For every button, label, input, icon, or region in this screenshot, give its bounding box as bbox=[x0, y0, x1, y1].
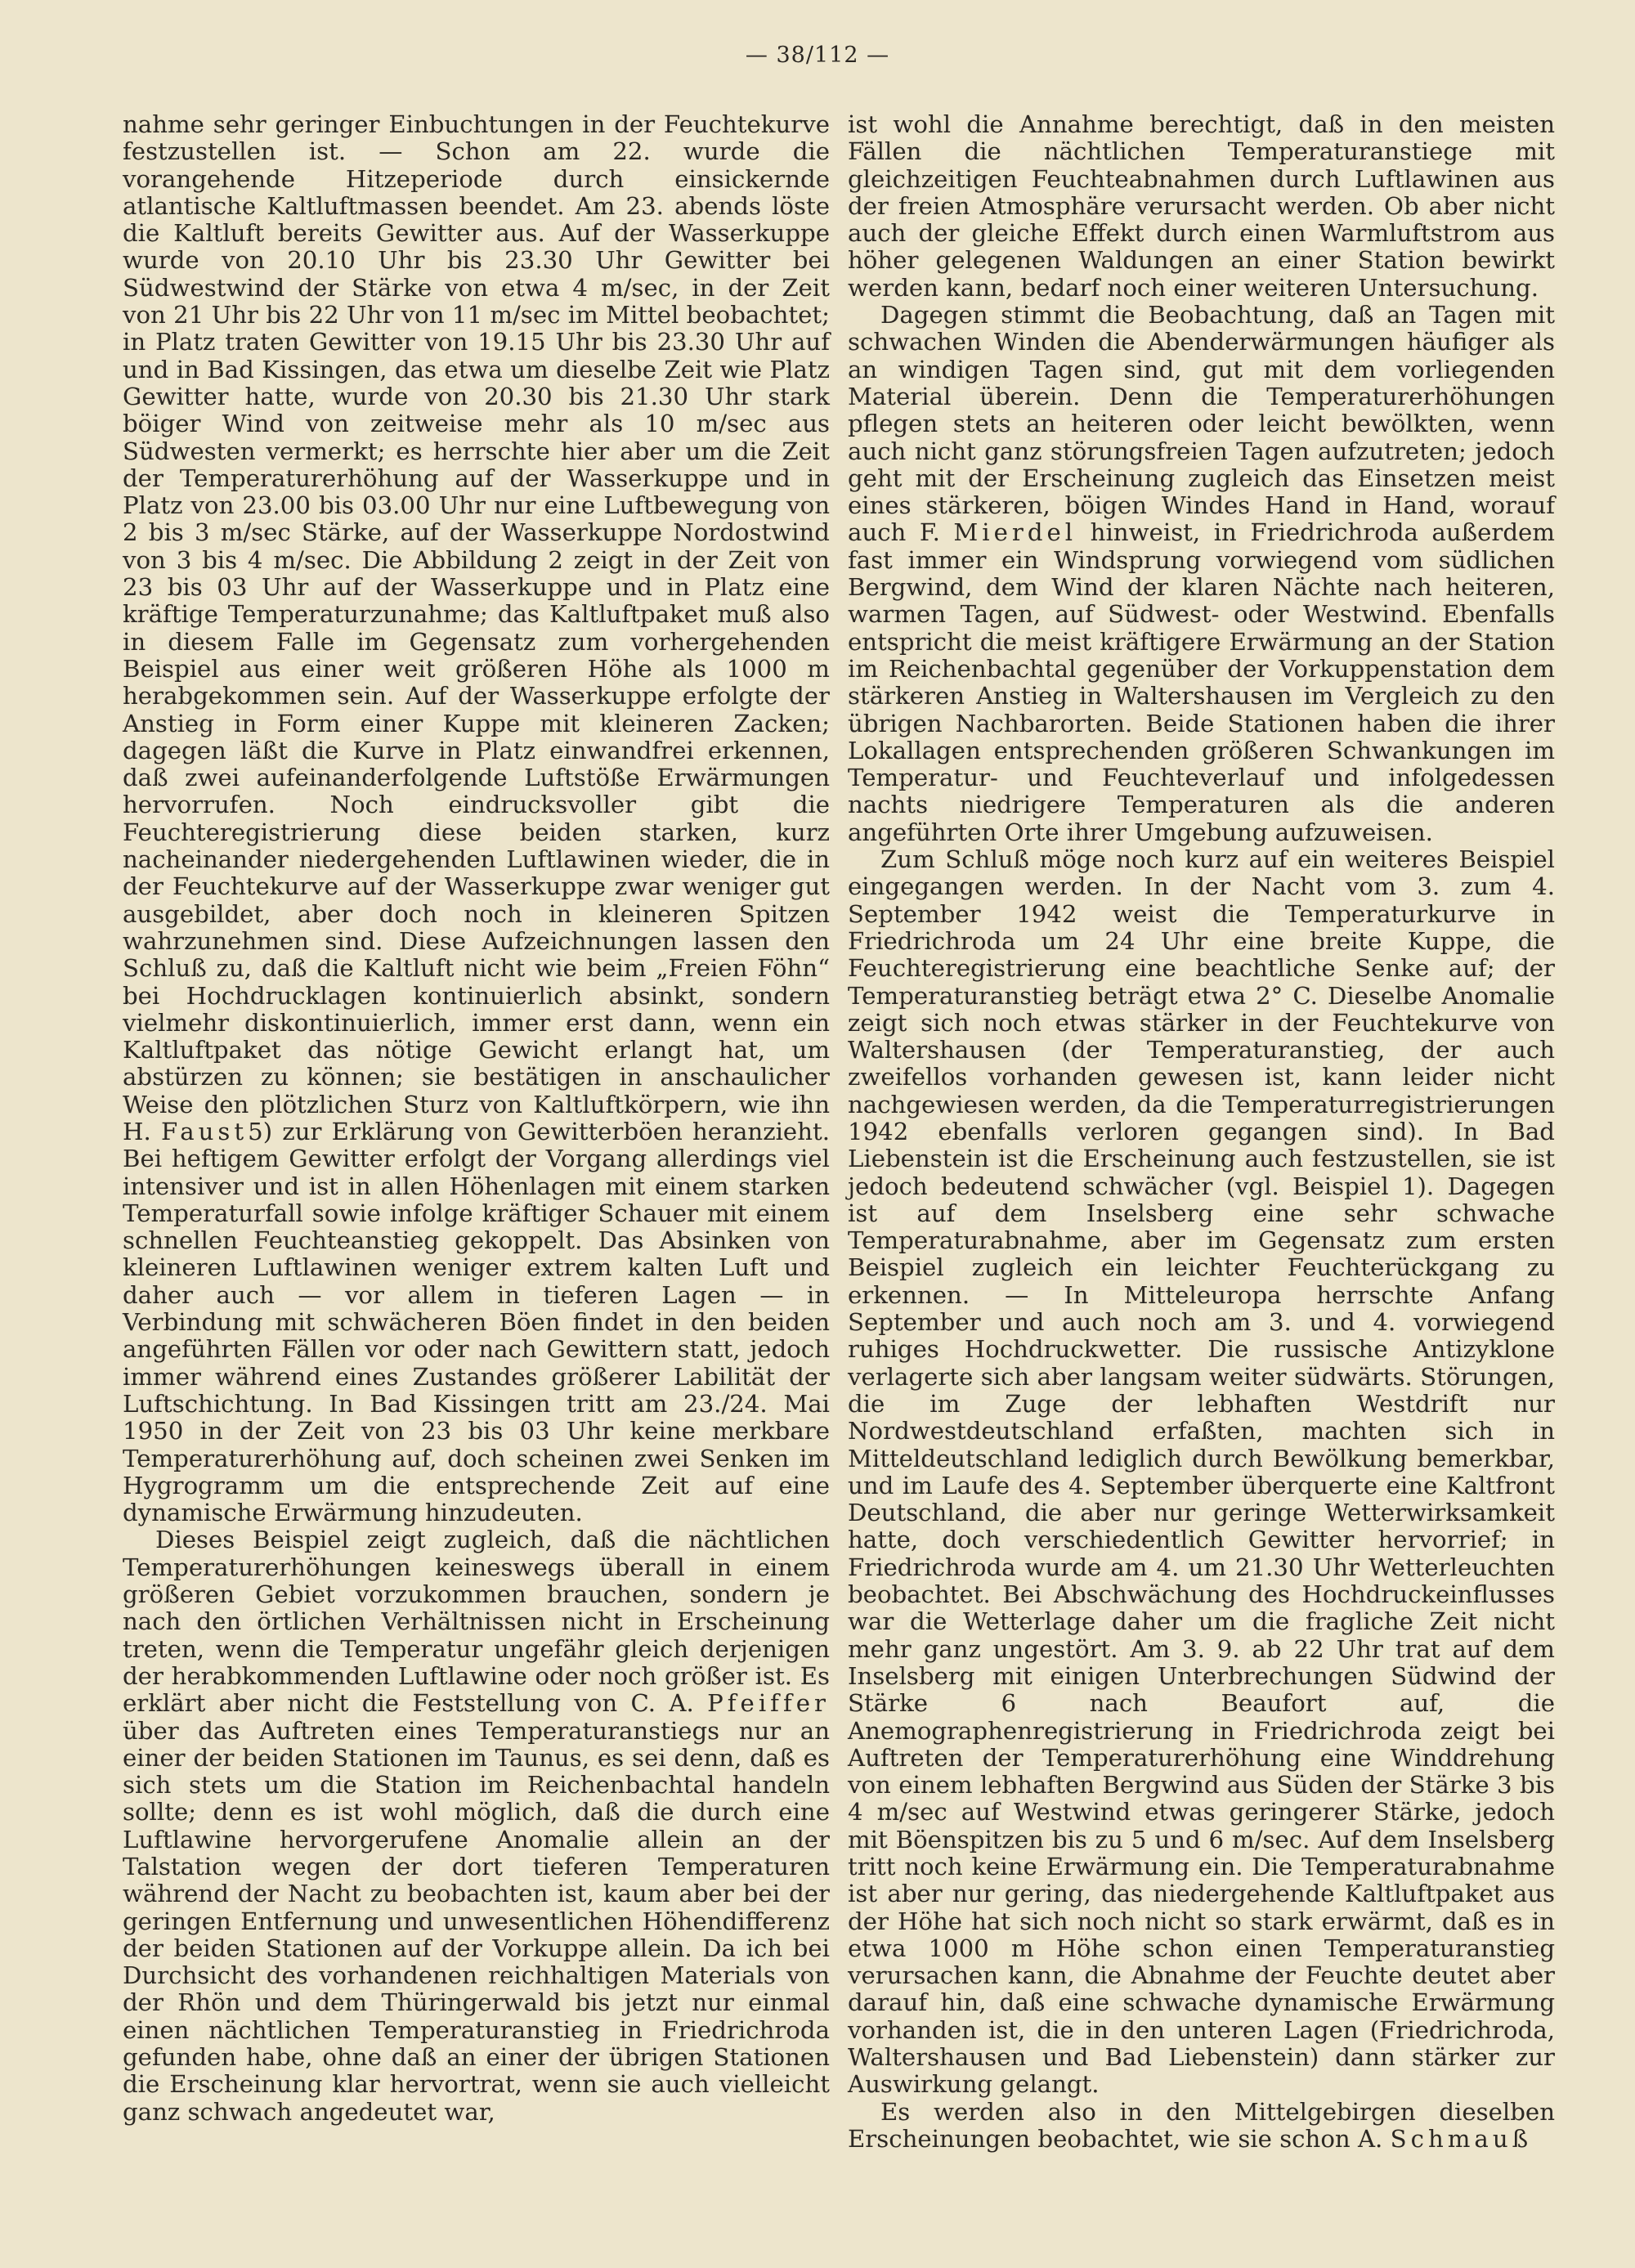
paragraph bbox=[848, 302, 1555, 846]
author-name: Schmauß bbox=[1390, 2124, 1533, 2153]
paragraph-text: Dagegen stimmt die Beobachtung, daß an Tagen mit schwachen Winden die Abenderwärmungen häufiger als an windigen Tagen sind, gut mit dem vorliegenden Material überein. Denn die Temperaturerhöhungen pflegen stets an heiteren oder leicht bewölkten, wenn auch nicht ganz störungsfreien Tagen aufzutreten; jedoch geht mit der Erscheinung zugleich das Einsetzen meist eines stärkeren, böigen Windes Hand in Hand, worauf auch F. bbox=[848, 301, 1555, 547]
author-name: Pfeiffer bbox=[707, 1689, 830, 1718]
paragraph-text: über das Auftreten eines Temperaturanstiegs nur an einer der beiden Stationen im Taunus, es sei denn, daß es sich stets um die Station im Reichenbachtal handeln sollte; denn es ist wohl möglich, daß die durch eine Luftlawine hervorgerufene Anomalie allein an der Talstation wegen der dort tieferen Temperaturen während der Nacht zu beobachten ist, kaum aber bei der geringen Entfernung und unwesentlichen Höhendifferenz der beiden Stationen auf der Vorkuppe allein. Da ich bei Durchsicht des vorhandenen reichhaltigen Materials von der Rhön und dem Thüringerwald bis jetzt nur einmal einen nächtlichen Temperaturanstieg in Friedrichroda gefunden habe, ohne daß an einer der übrigen Stationen die Erscheinung klar hervortrat, wenn sie auch vielleicht ganz schwach angedeutet war, bbox=[123, 1716, 830, 2126]
page-number: — 38/112 — bbox=[745, 43, 890, 68]
paragraph-text: Es werden also in den Mittelgebirgen dieselben Erscheinungen beobachtet, wie sie schon A. bbox=[848, 2097, 1555, 2153]
paragraph bbox=[123, 111, 830, 1526]
right-column bbox=[848, 111, 1555, 2153]
paragraph-text: 5) zur Erklärung von Gewitterböen heranzieht. Bei heftigem Gewitter erfolgt der Vorgang allerdings viel intensiver und ist in allen Höhenlagen mit einem starken Temperaturfall sowie infolge kräftiger Schauer mit einem schnellen Feuchteanstieg gekoppelt. Das Absinken von kleineren Luftlawinen weniger extrem kalten Luft und daher auch — vor allem in tieferen Lagen — in Verbindung mit schwächeren Böen findet in den beiden angeführten Fällen vor oder nach Gewittern statt, jedoch immer während eines Zustandes größerer Labilität der Luftschichtung. In Bad Kissingen tritt am 23./24. Mai 1950 in der Zeit von 23 bis 03 Uhr keine merkbare Temperaturerhöhung auf, doch scheinen zwei Senken im Hygrogramm um die entsprechende Zeit auf eine dynamische Erwärmung hinzudeuten. bbox=[123, 1117, 830, 1527]
paragraph-text: hinweist, in Friedrichroda außerdem fast immer ein Windsprung vorwiegend vom südlichen Bergwind, dem Wind der klaren Nächte nach heiteren, warmen Tagen, auf Südwest- oder Westwind. Ebenfalls entspricht die meist kräftigere Erwärmung an der Station im Reichenbachtal gegenüber der Vorkuppenstation dem stärkeren Anstieg in Waltershausen im Vergleich zu den übrigen Nachbarorten. Beide Stationen haben die ihrer Lokallagen entsprechenden größeren Schwankungen im Temperatur- und Feuchteverlauf und infolgedessen nachts niedrigere Temperaturen als die anderen angeführten Orte ihrer Umgebung aufzuweisen. bbox=[848, 518, 1555, 846]
paragraph bbox=[848, 2099, 1555, 2154]
paragraph: ist wohl die Annahme berechtigt, daß in den meisten Fällen die nächtlichen Temperaturanstiege mit gleichzeitigen Feuchteabnahmen durch Luftlawinen aus der freien Atmosphäre verursacht werden. Ob aber nicht auch der gleiche Effekt durch einen Warmluftstrom aus höher gelegenen Waldungen an einer Station bewirkt werden kann, bedarf noch einer weiteren Untersuchung. bbox=[848, 110, 1555, 302]
paragraph bbox=[123, 1526, 830, 2126]
author-name: Faust bbox=[160, 1117, 249, 1145]
paragraph-text: Dieses Beispiel zeigt zugleich, daß die nächtlichen Temperaturerhöhungen keineswegs überall in einem größeren Gebiet vorzukommen brauchen, sondern je nach den örtlichen Verhältnissen nicht in Erscheinung treten, wenn die Temperatur ungefähr gleich derjenigen der herabkommenden Luftlawine oder noch größer ist. Es erklärt aber nicht die Feststellung von C. A. bbox=[123, 1526, 830, 1718]
paragraph-text: nahme sehr geringer Einbuchtungen in der Feuchtekurve festzustellen ist. — Schon am 22. wurde die vorangehende Hitzeperiode durch einsickernde atlantische Kaltluftmassen beendet. Am 23. abends löste die Kaltluft bereits Gewitter aus. Auf der Wasserkuppe wurde von 20.10 Uhr bis 23.30 Uhr Gewitter bei Südwestwind der Stärke von etwa 4 m/sec, in der Zeit von 21 Uhr bis 22 Uhr von 11 m/sec im Mittel beobachtet; in Platz traten Gewitter von 19.15 Uhr bis 23.30 Uhr auf und in Bad Kissingen, das etwa um dieselbe Zeit wie Platz Gewitter hatte, wurde von 20.30 bis 21.30 Uhr stark böiger Wind von zeitweise mehr als 10 m/sec aus Südwesten vermerkt; es herrschte hier aber um die Zeit der Temperaturerhöhung auf der Wasserkuppe und in Platz von 23.00 bis 03.00 Uhr nur eine Luftbewegung von 2 bis 3 m/sec Stärke, auf der Wasserkuppe Nordostwind von 3 bis 4 m/sec. Die Abbildung 2 zeigt in der Zeit von 23 bis 03 Uhr auf der Wasserkuppe und in Platz eine kräftige Temperaturzunahme; das Kaltluftpaket muß also in diesem Falle im Gegensatz zum vorhergehenden Beispiel aus einer weit größeren Höhe als 1000 m herabgekommen sein. Auf der Wasserkuppe erfolgte der Anstieg in Form einer Kuppe mit kleineren Zacken; dagegen läßt die Kurve in Platz einwandfrei erkennen, daß zwei aufeinanderfolgende Luftstöße Erwärmungen hervorrufen. Noch eindrucksvoller gibt die Feuchteregistrierung diese beiden starken, kurz nacheinander niedergehenden Luftlawinen wieder, die in der Feuchtekurve auf der Wasserkuppe zwar weniger gut ausgebildet, aber doch noch in kleineren Spitzen wahrzunehmen sind. Diese Aufzeichnungen lassen den Schluß zu, daß die Kaltluft nicht wie beim „Freien Föhn“ bei Hochdrucklagen kontinuierlich absinkt, sondern vielmehr diskontinuierlich, immer erst dann, wenn ein Kaltluftpaket das nötige Gewicht erlangt hat, um abstürzen zu können; sie bestätigen in anschaulicher Weise den plötzlichen Sturz von Kaltluftkörpern, wie ihn H. bbox=[123, 110, 830, 1145]
author-name: Mierdel bbox=[953, 518, 1077, 547]
paragraph: Zum Schluß möge noch kurz auf ein weiteres Beispiel eingegangen werden. In der Nacht vom 3. zum 4. September 1942 weist die Temperaturkurve in Friedrichroda um 24 Uhr eine breite Kuppe, die Feuchteregistrierung eine beachtliche Senke auf; der Temperaturanstieg beträgt etwa 2° C. Dieselbe Anomalie zeigt sich noch etwas stärker in der Feuchtekurve von Waltershausen (der Temperaturanstieg, der auch zweifellos vorhanden gewesen ist, kann leider nicht nachgewiesen werden, da die Temperaturregistrierungen 1942 ebenfalls verloren gegangen sind). In Bad Liebenstein ist die Erscheinung auch festzustellen, sie ist jedoch bedeutend schwächer (vgl. Beispiel 1). Dagegen ist auf dem Inselsberg eine sehr schwache Temperaturabnahme, aber im Gegensatz zum ersten Beispiel zugleich ein leichter Feuchterückgang zu erkennen. — In Mitteleuropa herrschte Anfang September und auch noch am 3. und 4. vorwiegend ruhiges Hochdruckwetter. Die russische Antizyklone verlagerte sich aber langsam weiter südwärts. Störungen, die im Zuge der lebhaften Westdrift nur Nordwestdeutschland erfaßten, machten sich in Mitteldeutschland lediglich durch Bewölkung bemerkbar, und im Laufe des 4. September überquerte eine Kaltfront Deutschland, die aber nur geringe Wetterwirksamkeit hatte, doch verschiedentlich Gewitter hervorrief; in Friedrichroda wurde am 4. um 21.30 Uhr Wetterleuchten beobachtet. Bei Abschwächung des Hochdruckeinflusses war die Wetterlage daher um die fragliche Zeit nicht mehr ganz ungestört. Am 3. 9. ab 22 Uhr trat auf dem Inselsberg mit einigen Unterbrechungen Südwind der Stärke 6 nach Beaufort auf, die Anemographenregistrierung in Friedrichroda zeigt bei Auftreten der Temperaturerhöhung eine Winddrehung von einem lebhaften Bergwind aus Süden der Stärke 3 bis 4 m/sec auf Westwind etwas geringerer Stärke, jedoch mit Böenspitzen bis zu 5 und 6 m/sec. Auf dem Inselsberg tritt noch keine Erwärmung ein. Die Temperaturabnahme ist aber nur gering, das niedergehende Kaltluftpaket aus der Höhe hat sich noch nicht so stark erwärmt, daß es in etwa 1000 m Höhe schon einen Temperaturanstieg verursachen kann, die Abnahme der Feuchte deutet aber darauf hin, daß eine schwache dynamische Erwärmung vorhanden ist, die in den unteren Lagen (Friedrichroda, Waltershausen und Bad Liebenstein) dann stärker zur Auswirkung gelangt. bbox=[848, 845, 1555, 2099]
left-column bbox=[123, 111, 830, 2126]
